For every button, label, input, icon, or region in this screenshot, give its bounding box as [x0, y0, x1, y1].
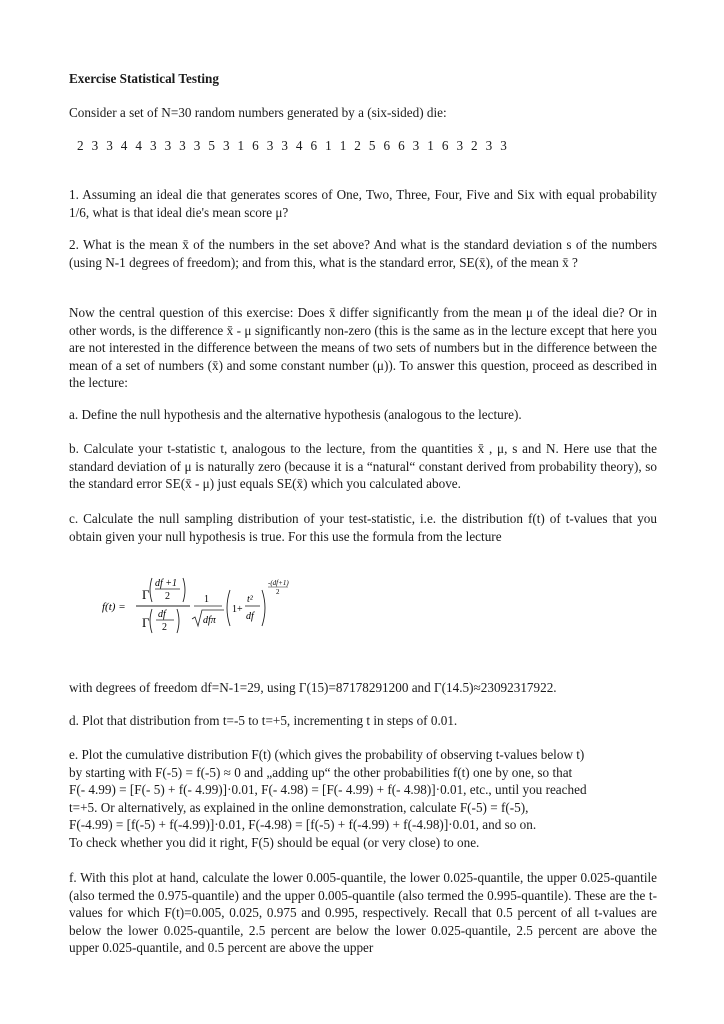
- degrees-of-freedom-text: with degrees of freedom df=N-1=29, using Γ(15)=87178291200 and Γ(14.5)≈23092317922.: [69, 680, 557, 695]
- die-number: 3: [106, 138, 113, 153]
- die-number: 1: [325, 138, 332, 153]
- central-question: Now the central question of this exercise: Does x̄ differ significantly from the mean μ of the ideal die? Or in other words, is the difference x̄ - μ significantly non-zero (this is the same as in the lecture except that here you are not interested in the difference between the means of two sets of numbers but in the difference between the mean of a set of numbers (x̄) and some constant number (μ)). To answer this question, proceed as described in the lecture:: [69, 305, 657, 391]
- gamma-denominator: Γ: [142, 615, 150, 630]
- die-number: 3: [266, 138, 274, 153]
- den-bot: 2: [162, 622, 167, 633]
- die-number: 3: [500, 138, 507, 153]
- die-number: 3: [281, 138, 288, 153]
- den-top: df: [158, 609, 166, 620]
- die-number: 6: [441, 138, 449, 153]
- intro-text: Consider a set of N=30 random numbers generated by a (six-sided) die:: [69, 105, 447, 120]
- t-distribution-formula: [100, 572, 300, 642]
- question-e-line-5: F(-4.99) = [f(-5) + f(-4.99)]·0.01, F(-4.98) = [f(-5) + f(-4.99) + f(-4.98)]·0.01, and so on.: [69, 817, 537, 833]
- question-c: c. Calculate the null sampling distribution of your test-statistic, i.e. the distribution f(t) of t-values that you obtain given your null hypothesis is true. For this use the formula from the lecture: [69, 511, 657, 544]
- die-number: 3: [222, 138, 230, 153]
- t-squared: t²: [247, 594, 253, 605]
- question-f: f. With this plot at hand, calculate the lower 0.005-quantile, the lower 0.025-quantile, the upper 0.025-quantile (also termed the 0.975-quantile) and the upper 0.005-quantile (also termed the 0.995-quantile). These are the t-values for which F(t)=0.005, 0.025, 0.975 and 0.995, respectively. Recall that 0.5 percent of all t-values are below the lower 0.025-quantile, 2.5 percent are below the lower 0.025-quantile, 2.5 percent are above the upper 0.025-quantile, and 0.5 percent are above the upper: [69, 870, 657, 956]
- die-numbers-row: [77, 138, 515, 154]
- question-e: [69, 746, 657, 852]
- die-number: 3: [412, 138, 420, 153]
- question-a: a. Define the null hypothesis and the alternative hypothesis (analogous to the lecture).: [69, 407, 522, 422]
- sqrt-argument: dfπ: [203, 615, 216, 626]
- die-number: 6: [383, 138, 391, 153]
- die-number: 6: [398, 138, 405, 153]
- question-b: b. Calculate your t-statistic t, analogous to the lecture, from the quantities x̄ , μ, s and N. Here use that the standard deviation of μ is naturally zero (because it is a “natural“ constant derived from probability theory), so the standard error SE(x̄ - μ) just equals SE(x̄) which you calculated above.: [69, 441, 657, 492]
- question-e-line-6: To check whether you did it right, F(5) should be equal (or very close) to one.: [69, 834, 480, 850]
- die-number: 3: [179, 138, 186, 153]
- num-top: df +1: [155, 578, 178, 589]
- die-number: 3: [149, 138, 157, 153]
- question-2: 2. What is the mean x̄ of the numbers in the set above? And what is the standard deviation s of the numbers (using N-1 degrees of freedom); and from this, what is the standard error, SE(x̄), of the mean x̄ ?: [69, 237, 657, 270]
- die-number: 3: [456, 138, 464, 153]
- die-number: 2: [354, 138, 361, 153]
- die-number: 3: [193, 138, 201, 153]
- question-e-line-3: F(- 4.99) = [F(- 5) + f(- 4.99)]·0.01, F(- 4.98) = [F(- 4.99) + f(- 4.98)]·0.01, etc., until you reached: [69, 782, 587, 798]
- die-number: 5: [208, 138, 215, 153]
- exercise-title: Exercise Statistical Testing: [69, 71, 219, 86]
- question-e-line-1: e. Plot the cumulative distribution F(t) (which gives the probability of observing t-values below t): [69, 747, 585, 762]
- die-number: 1: [339, 138, 347, 153]
- question-d: d. Plot that distribution from t=-5 to t=+5, incrementing t in steps of 0.01.: [69, 713, 458, 728]
- die-number: 6: [310, 138, 318, 153]
- exponent-top: -(df+1): [268, 579, 289, 587]
- die-number: 1: [427, 138, 434, 153]
- die-number: 4: [295, 138, 303, 153]
- formula-lhs: f(t) =: [102, 601, 126, 613]
- die-number: 3: [164, 138, 172, 153]
- gamma-numerator: Γ: [142, 587, 150, 602]
- exponent-bot: 2: [276, 588, 280, 596]
- question-e-line-2: by starting with F(-5) = f(-5) ≈ 0 and „adding up“ the other probabilities f(t) one by one, so that: [69, 764, 573, 780]
- one-numerator: 1: [204, 594, 209, 605]
- die-number: 6: [252, 138, 259, 153]
- one-plus: 1+: [232, 604, 243, 615]
- question-1: 1. Assuming an ideal die that generates scores of One, Two, Three, Four, Five and Six with equal probability 1/6, what is that ideal die's mean score μ?: [69, 187, 657, 220]
- die-number: 2: [471, 138, 478, 153]
- die-number: 3: [485, 138, 493, 153]
- die-number: 1: [237, 138, 245, 153]
- die-number: 4: [135, 138, 142, 153]
- die-number: 5: [368, 138, 376, 153]
- question-e-line-4: t=+5. Or alternatively, as explained in the online demonstration, calculate F(-5) = f(-5),: [69, 799, 529, 815]
- num-bot: 2: [165, 591, 170, 602]
- df-denominator: df: [246, 611, 254, 622]
- die-number: 4: [120, 138, 128, 153]
- die-number: 2: [77, 138, 84, 153]
- die-number: 3: [91, 138, 99, 153]
